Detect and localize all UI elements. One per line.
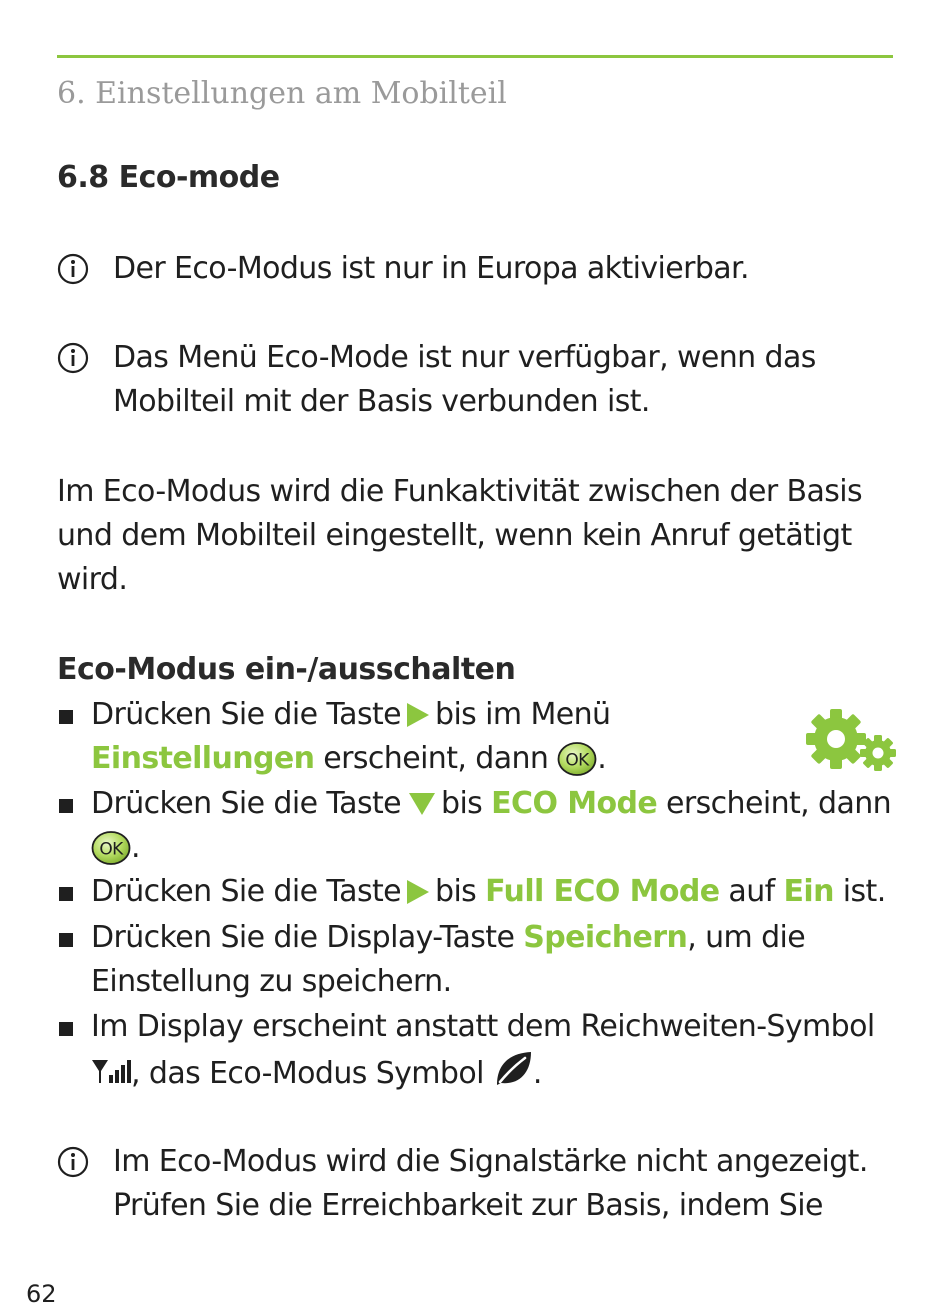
softkey-speichern: Speichern	[523, 920, 688, 955]
step-4	[57, 916, 805, 1004]
step-text: .	[532, 1056, 542, 1091]
step-text: Drücken Sie die Taste	[91, 874, 401, 909]
step-1	[57, 693, 610, 781]
ok-button-icon	[91, 831, 131, 865]
info-icon	[57, 1146, 89, 1178]
down-arrow-key-icon	[409, 793, 435, 815]
chapter-title: 6. Einstellungen am Mobilteil	[57, 76, 507, 111]
step-2	[57, 782, 891, 870]
step-text: bis im Menü	[435, 697, 611, 732]
step-text: Im Display erscheint anstatt dem Reichweiten-Symbol	[91, 1009, 875, 1044]
header-rule	[57, 55, 893, 58]
ok-label: OK	[565, 750, 589, 771]
step-text: Einstellung zu speichern.	[91, 964, 452, 999]
eco-leaf-icon	[493, 1049, 533, 1089]
option-ein: Ein	[783, 874, 834, 909]
info-note-3	[57, 1140, 868, 1228]
info-icon	[57, 342, 89, 374]
step-text: .	[131, 830, 140, 865]
step-text: , um die	[687, 920, 806, 955]
intro-line: wird.	[57, 562, 128, 597]
note-line: Mobilteil mit der Basis verbunden ist.	[113, 384, 650, 419]
page-number: 62	[26, 1280, 57, 1308]
bullet	[59, 933, 73, 947]
step-3	[57, 870, 886, 914]
bullet	[59, 710, 73, 724]
step-text: , das Eco-Modus Symbol	[131, 1056, 484, 1091]
step-text: Drücken Sie die Taste	[91, 697, 401, 732]
step-text: Drücken Sie die Display-Taste	[91, 920, 515, 955]
menu-eco-mode: ECO Mode	[491, 786, 658, 821]
signal-strength-icon	[91, 1057, 131, 1085]
note-line: Prüfen Sie die Erreichbarkeit zur Basis, indem Sie	[113, 1188, 823, 1223]
note-line: Das Menü Eco-Mode ist nur verfügbar, wenn das	[113, 340, 816, 375]
step-text: auf	[728, 874, 775, 909]
right-arrow-key-icon	[407, 703, 429, 727]
info-note-1	[57, 247, 749, 291]
info-note-2	[57, 336, 816, 424]
settings-gears-icon	[802, 704, 898, 774]
right-arrow-key-icon	[407, 880, 429, 904]
step-text: erscheint, dann	[666, 786, 892, 821]
intro-paragraph	[57, 470, 862, 602]
bullet	[59, 1022, 73, 1036]
step-text: bis	[435, 874, 477, 909]
section-title: 6.8 Eco-mode	[57, 160, 280, 195]
step-text: bis	[441, 786, 483, 821]
ok-button-icon	[557, 742, 597, 776]
ok-label: OK	[99, 839, 123, 860]
intro-line: Im Eco-Modus wird die Funkaktivität zwischen der Basis	[57, 474, 863, 509]
menu-full-eco-mode: Full ECO Mode	[485, 874, 720, 909]
step-text: ist.	[842, 874, 886, 909]
intro-line: und dem Mobilteil eingestellt, wenn kein Anruf getätigt	[57, 518, 852, 553]
bullet	[59, 799, 73, 813]
step-5	[57, 1005, 875, 1096]
step-text: .	[597, 741, 607, 776]
procedure-heading: Eco-Modus ein-/ausschalten	[57, 652, 516, 687]
bullet	[59, 887, 73, 901]
menu-einstellungen: Einstellungen	[91, 741, 315, 776]
note-line: Der Eco-Modus ist nur in Europa aktivierbar.	[113, 251, 749, 286]
step-text: erscheint, dann	[323, 741, 549, 776]
note-line: Im Eco-Modus wird die Signalstärke nicht angezeigt.	[113, 1144, 868, 1179]
info-icon	[57, 253, 89, 285]
step-text: Drücken Sie die Taste	[91, 786, 401, 821]
